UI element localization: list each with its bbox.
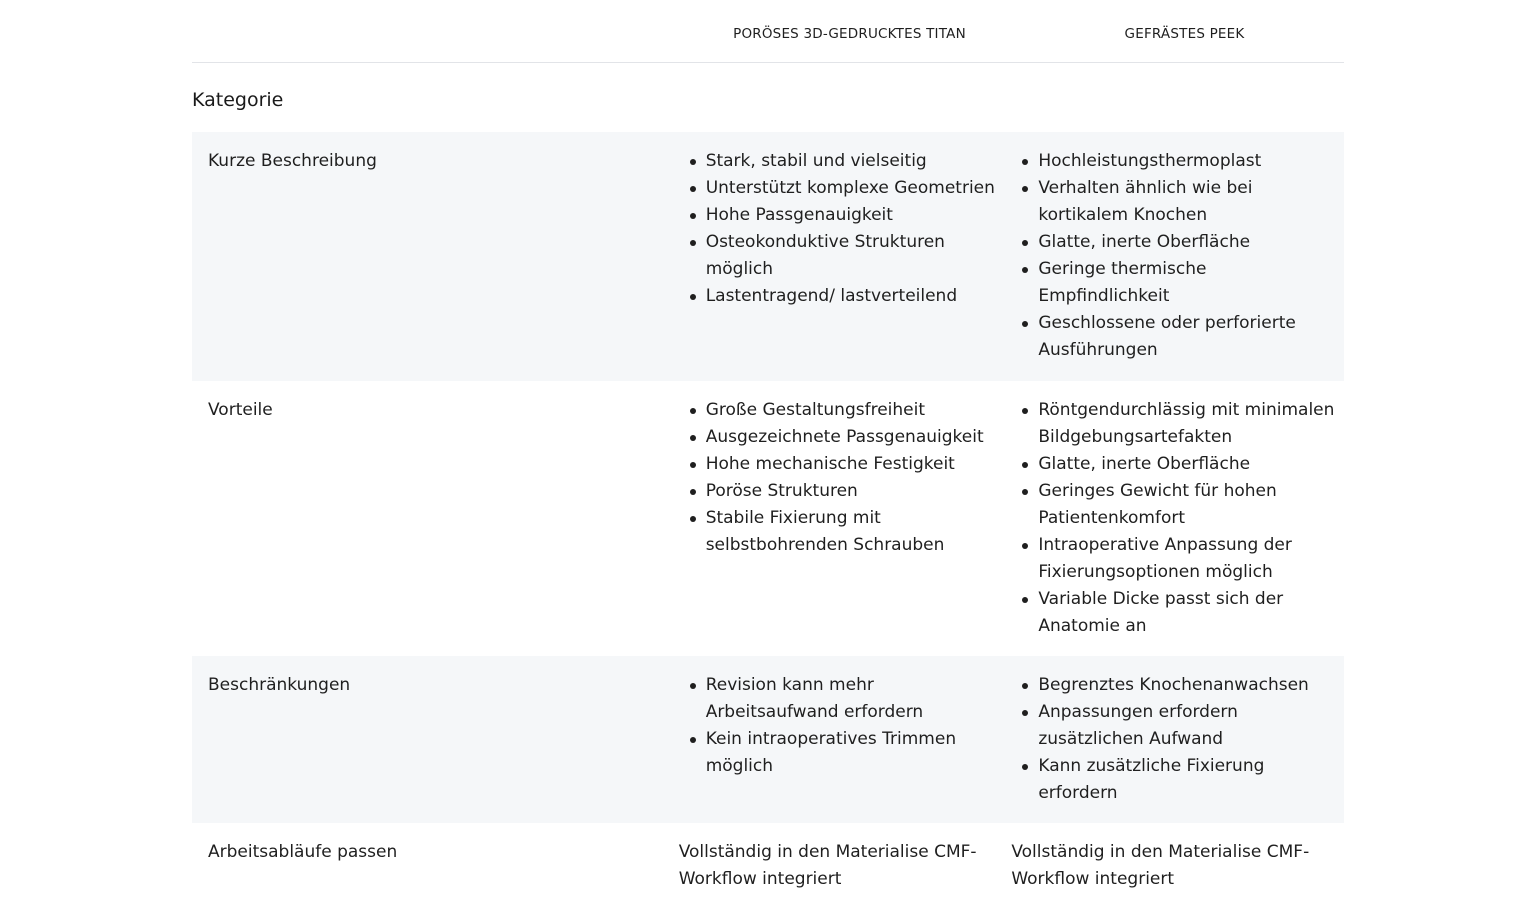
cell-titan bbox=[679, 381, 1012, 656]
table-row-kurze-beschreibung bbox=[192, 132, 1344, 381]
list-item: Hochleistungsthermoplast bbox=[1038, 148, 1344, 175]
list-item: Geschlossene oder perforierte Ausführungen bbox=[1038, 310, 1344, 364]
list-item: Glatte, inerte Oberfläche bbox=[1038, 229, 1344, 256]
table-header bbox=[192, 0, 1344, 63]
row-label: Vorteile bbox=[208, 400, 273, 420]
cell-peek bbox=[1011, 823, 1344, 909]
list-item: Ausgezeichnete Passgenauigkeit bbox=[706, 424, 1012, 451]
list-item: Kann zusätzliche Fixierung erfordern bbox=[1038, 753, 1344, 807]
comparison-table bbox=[192, 0, 1344, 889]
bullet-list bbox=[679, 148, 1012, 310]
bullet-list bbox=[679, 397, 1012, 559]
table-row-arbeitsablaeufe bbox=[192, 823, 1344, 909]
list-item: Geringe thermische Empfindlichkeit bbox=[1038, 256, 1344, 310]
list-item: Stabile Fixierung mit selbstbohrenden Schrauben bbox=[706, 505, 1012, 559]
list-item: Hohe Passgenauigkeit bbox=[706, 202, 1012, 229]
list-item: Intraoperative Anpassung der Fixierungsoptionen möglich bbox=[1038, 532, 1344, 586]
column-header-peek: GEFRÄSTES PEEK bbox=[1124, 26, 1245, 42]
bullet-list bbox=[1011, 672, 1344, 807]
table-row-vorteile bbox=[192, 381, 1344, 656]
cell-text: Vollständig in den Materialise CMF-Workflow integriert bbox=[1011, 842, 1310, 889]
list-item: Variable Dicke passt sich der Anatomie an bbox=[1038, 586, 1344, 640]
list-item: Anpassungen erfordern zusätzlichen Aufwand bbox=[1038, 699, 1344, 753]
cell-titan bbox=[679, 132, 1012, 381]
list-item: Röntgendurchlässig mit minimalen Bildgebungsartefakten bbox=[1038, 397, 1344, 451]
list-item: Revision kann mehr Arbeitsaufwand erfordern bbox=[706, 672, 1012, 726]
list-item: Poröse Strukturen bbox=[706, 478, 1012, 505]
cell-text: Vollständig in den Materialise CMF-Workflow integriert bbox=[678, 842, 977, 889]
cell-titan bbox=[679, 823, 1012, 909]
list-item: Hohe mechanische Festigkeit bbox=[706, 451, 1012, 478]
list-item: Kein intraoperatives Trimmen möglich bbox=[706, 726, 1012, 780]
row-label: Arbeitsabläufe passen bbox=[208, 842, 398, 862]
list-item: Glatte, inerte Oberfläche bbox=[1038, 451, 1344, 478]
cell-peek bbox=[1011, 132, 1344, 381]
column-header-titan: PORÖSES 3D-GEDRUCKTES TITAN bbox=[733, 26, 966, 42]
list-item: Begrenztes Knochenanwachsen bbox=[1038, 672, 1344, 699]
row-label: Kurze Beschreibung bbox=[208, 151, 377, 171]
list-item: Stark, stabil und vielseitig bbox=[706, 148, 1012, 175]
list-item: Geringes Gewicht für hohen Patientenkomfort bbox=[1038, 478, 1344, 532]
bullet-list bbox=[1011, 148, 1344, 364]
list-item: Lastentragend/ lastverteilend bbox=[706, 283, 1012, 310]
list-item: Verhalten ähnlich wie bei kortikalem Knochen bbox=[1038, 175, 1344, 229]
list-item: Unterstützt komplexe Geometrien bbox=[706, 175, 1012, 202]
cell-titan bbox=[679, 656, 1012, 823]
bullet-list bbox=[1011, 397, 1344, 640]
row-label: Beschränkungen bbox=[208, 675, 351, 695]
category-heading: Kategorie bbox=[192, 89, 284, 111]
list-item: Große Gestaltungsfreiheit bbox=[706, 397, 1012, 424]
cell-peek bbox=[1011, 381, 1344, 656]
table-body bbox=[192, 132, 1344, 909]
list-item: Osteokonduktive Strukturen möglich bbox=[706, 229, 1012, 283]
bullet-list bbox=[679, 672, 1012, 780]
table-row-beschraenkungen bbox=[192, 656, 1344, 823]
cell-peek bbox=[1011, 656, 1344, 823]
